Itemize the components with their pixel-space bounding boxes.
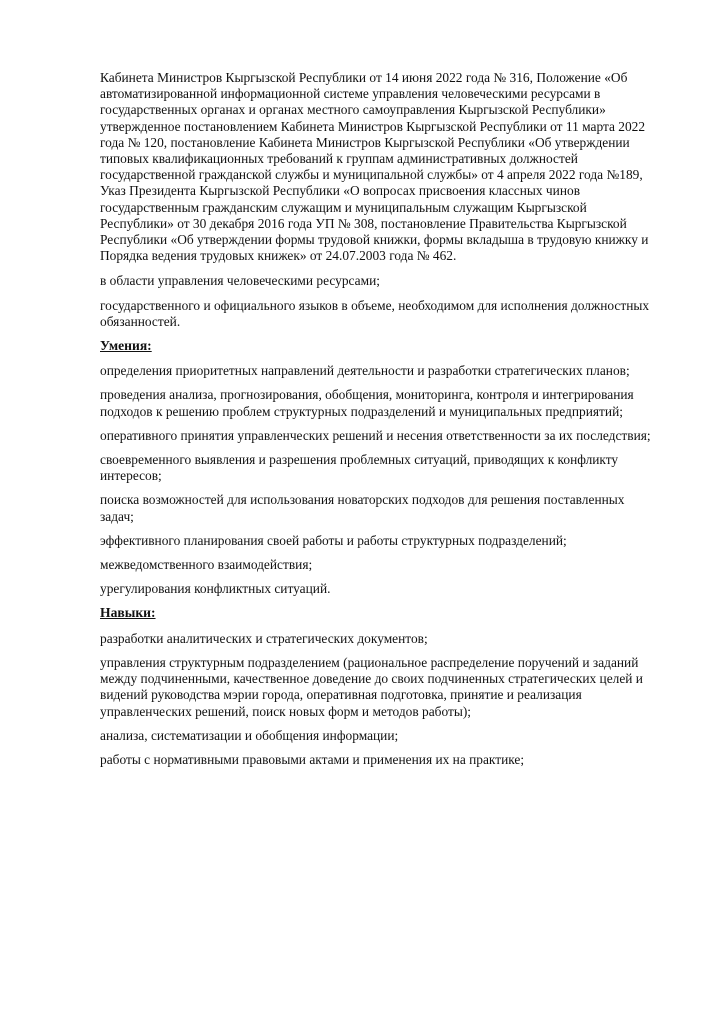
abilities-heading: Навыки: (100, 605, 156, 621)
skills-item: проведения анализа, прогнозирования, обобщения, мониторинга, контроля и интегрирования подходов к решению проблем структурных подразделений и муниципальных предприятий; (100, 387, 634, 419)
intro-paragraph: Кабинета Министров Кыргызской Республики от 14 июня 2022 года № 316, Положение «Об автоматизированной информационной системе управления человеческими ресурсами в государственных органах и органах местного самоуправления Кыргызской Республики» утвержденное постановлением Кабинета Министров Кыргызской Республики от 11 марта 2022 года № 120, постановление Кабинета Министров Кыргызской Республики «Об утверждении типовых квалификационных требований к группам административных должностей государственной гражданской службы и муниципальной службы» от 4 апреля 2022 года №189, Указ Президента Кыргызской Республики «О вопросах присвоения классных чинов государственным гражданским служащим и муниципальным служащим Кыргызской Республики» от 30 декабря 2016 года УП № 308, постановление Правительства Кыргызской Республики «Об утверждении формы трудовой книжки, формы вкладыша в трудовую книжку и Порядка ведения трудовых книжек» от 24.07.2003 года № 462. (100, 70, 649, 264)
knowledge-item: в области управления человеческими ресурсами; (100, 273, 380, 289)
skills-heading: Умения: (100, 338, 152, 354)
skills-item: поиска возможностей для использования новаторских подходов для решения поставленных задач; (100, 492, 625, 524)
skills-item: своевременного выявления и разрешения проблемных ситуаций, приводящих к конфликту интересов; (100, 452, 619, 484)
document-page (100, 70, 660, 776)
skills-item: урегулирования конфликтных ситуаций. (100, 581, 331, 597)
abilities-item: управления структурным подразделением (рациональное распределение поручений и заданий между подчиненными, качественное доведение до своих подчиненных стратегических целей и видений руководства мэрии города, оперативная подготовка, принятие и реализация управленческих решений, поиск новых форм и методов работы); (100, 654, 643, 719)
skills-item: оперативного принятия управленческих решений и несения ответственности за их последствия; (100, 427, 651, 443)
abilities-item: разработки аналитических и стратегических документов; (100, 630, 428, 646)
skills-item: межведомственного взаимодействия; (100, 557, 313, 573)
abilities-item: работы с нормативными правовыми актами и применения их на практике; (100, 751, 525, 767)
abilities-item: анализа, систематизации и обобщения информации; (100, 727, 399, 743)
skills-item: эффективного планирования своей работы и работы структурных подразделений; (100, 532, 567, 548)
skills-item: определения приоритетных направлений деятельности и разработки стратегических планов; (100, 363, 630, 379)
knowledge-item: государственного и официального языков в объеме, необходимом для исполнения должностных обязанностей. (100, 297, 650, 329)
